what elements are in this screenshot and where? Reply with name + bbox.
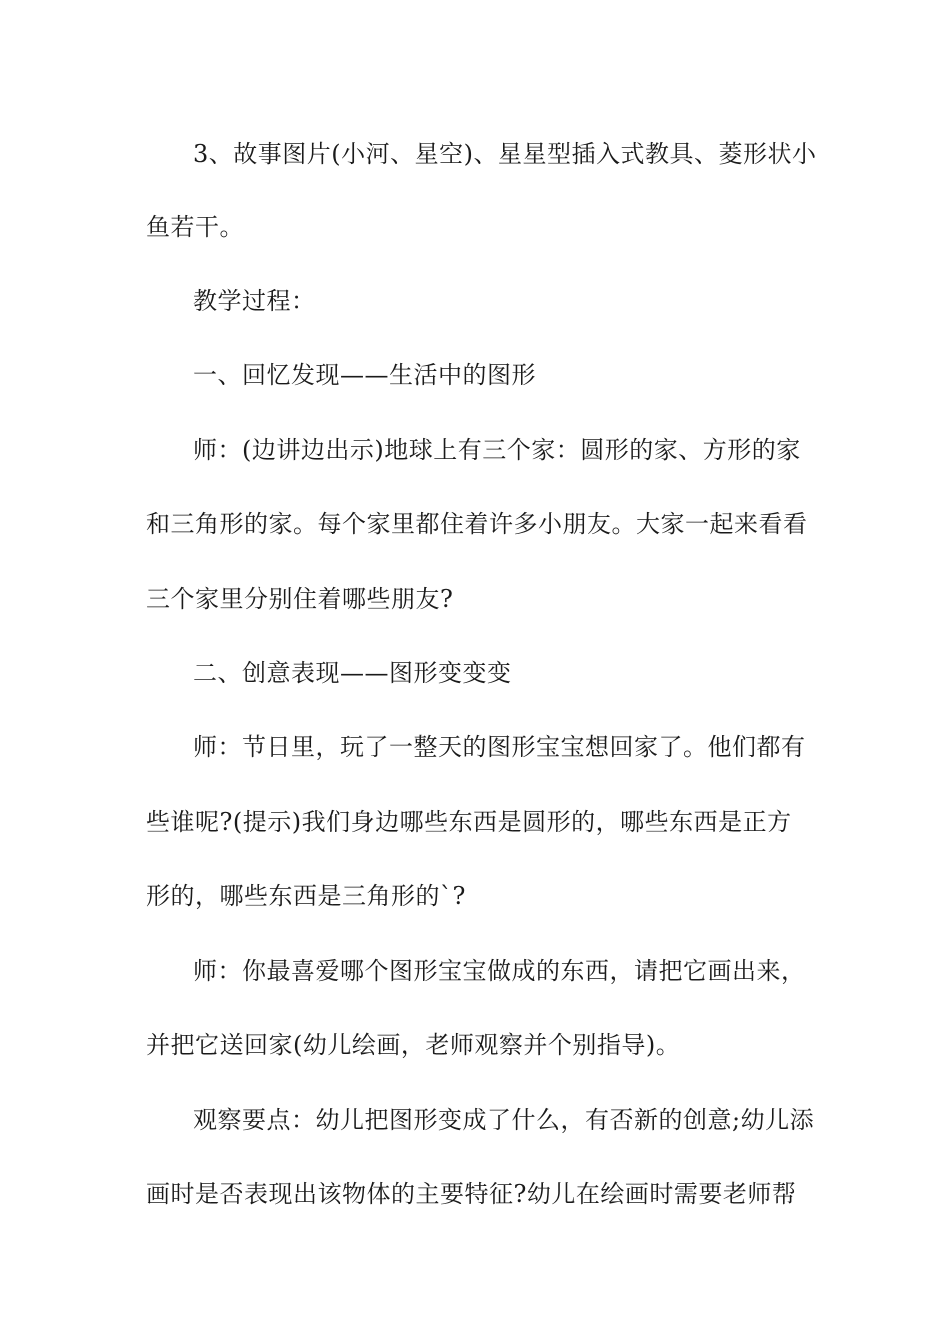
paragraph-teacher-1-line-1: 师：(边讲边出示)地球上有三个家：圆形的家、方形的家: [193, 436, 801, 464]
paragraph-teacher-3-line-2: 并把它送回家(幼儿绘画，老师观察并个别指导)。: [146, 1031, 681, 1059]
paragraph-teacher-1-line-2: 和三角形的家。每个家里都住着许多小朋友。大家一起来看看: [146, 510, 808, 538]
paragraph-observation-line-1: 观察要点：幼儿把图形变成了什么，有否新的创意;幼儿添: [193, 1106, 815, 1134]
section-heading-1: 一、回忆发现——生活中的图形: [193, 361, 536, 389]
paragraph-teacher-2-line-2: 些谁呢?(提示)我们身边哪些东西是圆形的，哪些东西是正方: [146, 808, 792, 836]
paragraph-materials-line-2: 鱼若干。: [146, 213, 244, 241]
paragraph-materials-line-1: 3、故事图片(小河、星空)、星星型插入式教具、菱形状小: [193, 140, 817, 168]
paragraph-teacher-2-line-1: 师：节日里，玩了一整天的图形宝宝想回家了。他们都有: [193, 733, 806, 761]
paragraph-teacher-1-line-3: 三个家里分别住着哪些朋友?: [146, 585, 454, 613]
section-heading-2: 二、创意表现——图形变变变: [193, 659, 512, 687]
paragraph-teacher-2-line-3: 形的，哪些东西是三角形的`?: [146, 882, 466, 910]
paragraph-teacher-3-line-1: 师：你最喜爱哪个图形宝宝做成的东西，请把它画出来，: [193, 957, 806, 985]
paragraph-observation-line-2: 画时是否表现出该物体的主要特征?幼儿在绘画时需要老师帮: [146, 1180, 797, 1208]
heading-teaching-process: 教学过程：: [193, 287, 316, 315]
